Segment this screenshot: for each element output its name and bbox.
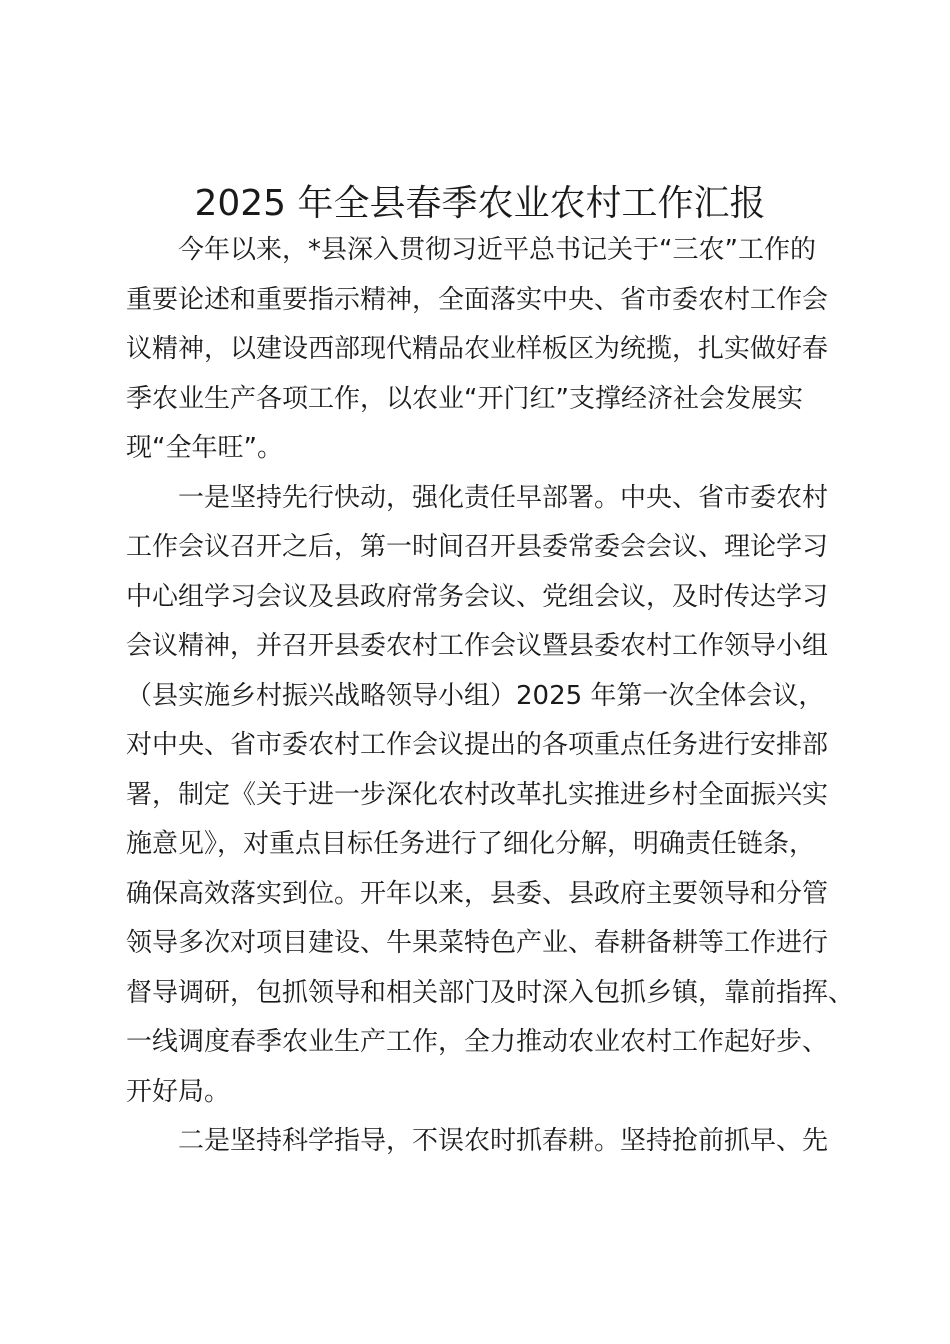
- text-line: 督导调研，包抓领导和相关部门及时深入包抓乡镇，靠前指挥、: [126, 977, 855, 1008]
- text-line: 中心组学习会议及县政府常务会议、党组会议，及时传达学习: [126, 581, 829, 612]
- text-line: 季农业生产各项工作，以农业“开门红”支撑经济社会发展实: [126, 383, 803, 414]
- text-line: 二是坚持科学指导，不误农时抓春耕。坚持抢前抓早、先: [178, 1126, 829, 1156]
- document-body: [126, 226, 855, 1167]
- text-line: 一线调度春季农业生产工作，全力推动农业农村工作起好步、: [126, 1027, 829, 1057]
- document-title: 2025 年全县春季农业农村工作汇报: [194, 183, 766, 224]
- text-line: 领导多次对项目建设、牛果菜特色产业、春耕备耕等工作进行: [126, 928, 829, 958]
- text-line: 一是坚持先行快动，强化责任早部署。中央、省市委农村: [178, 482, 829, 513]
- text-line: 重要论述和重要指示精神，全面落实中央、省市委农村工作会: [126, 284, 829, 315]
- text-line: 工作会议召开之后，第一时间召开县委常委会会议、理论学习: [126, 532, 829, 562]
- text-line: 确保高效落实到位。开年以来，县委、县政府主要领导和分管: [126, 878, 829, 909]
- text-line: 署，制定《关于进一步深化农村改革扎实推进乡村全面振兴实: [126, 779, 829, 810]
- paragraph-intro: [126, 226, 846, 474]
- text-line: 开好局。: [126, 1076, 231, 1107]
- text-line: 对中央、省市委农村工作会议提出的各项重点任务进行安排部: [126, 730, 829, 760]
- text-line: 施意见》，对重点目标任务进行了细化分解，明确责任链条，: [126, 829, 816, 859]
- text-line: （县实施乡村振兴战略领导小组）2025 年第一次全体会议，: [126, 680, 825, 711]
- paragraph-two: [126, 1117, 846, 1167]
- text-line: 今年以来，*县深入贯彻习近平总书记关于“三农”工作的: [178, 235, 816, 265]
- text-line: 现“全年旺”。: [126, 433, 283, 463]
- paragraph-one: [126, 474, 855, 1118]
- text-line: 会议精神，并召开县委农村工作会议暨县委农村工作领导小组: [126, 631, 829, 661]
- text-line: 议精神，以建设西部现代精品农业样板区为统揽，扎实做好春: [126, 334, 829, 364]
